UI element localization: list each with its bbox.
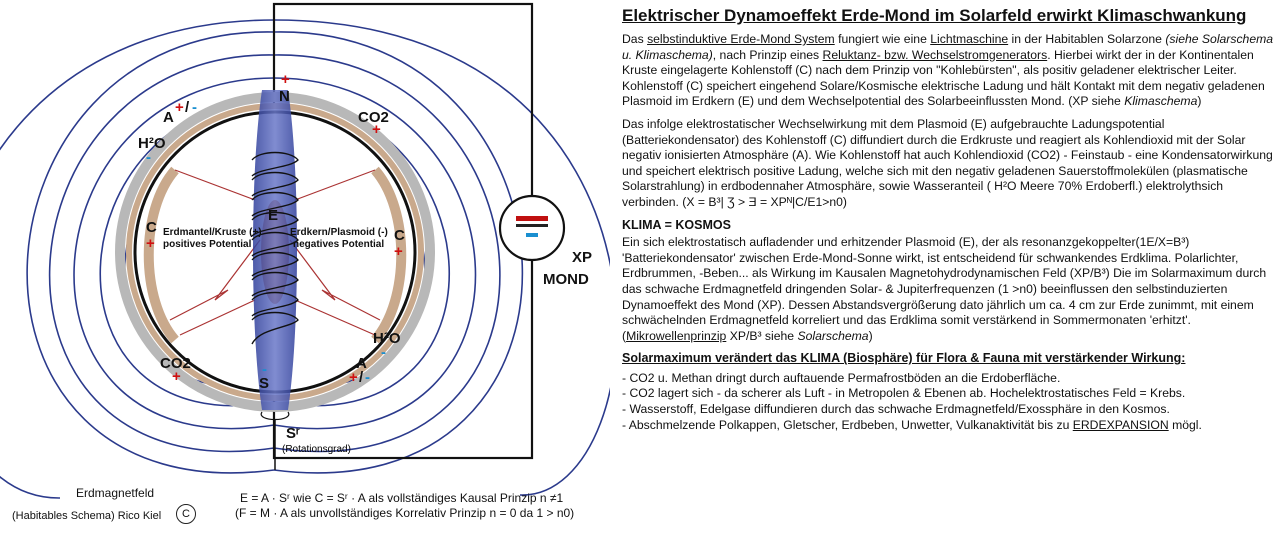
paragraph-3 [622, 235, 1275, 344]
south-minus: - [262, 361, 267, 378]
underlined-term: ERDEXPANSION [1072, 417, 1169, 432]
mantle-label-2: positives Potential [163, 239, 252, 250]
list-item [622, 371, 1275, 387]
italic-reference: Klimaschema [1124, 94, 1198, 109]
label-co2-top: CO2 [358, 109, 389, 126]
a-top-plus: + [175, 99, 184, 116]
credit-text: (Habitables Schema) Rico Kiel [12, 510, 162, 522]
c-left-plus: + [146, 235, 155, 252]
pole-south-label: S [259, 375, 270, 392]
text-run: ) [868, 328, 873, 343]
earth-moon-diagram [0, 0, 610, 533]
text-run: in der Habitablen Solarzone [1008, 32, 1166, 46]
h2o-top-minus: - [146, 149, 151, 166]
mantle-label-1: Erdmantel/Kruste (+) [163, 227, 262, 238]
axis-band [253, 90, 297, 410]
magnetfeld-label: Erdmagnetfeld [76, 486, 155, 500]
paragraph-2: Das infolge elektrostatischer Wechselwirkung mit dem Plasmoid (E) aufgebrauchte Ladungspotential (Batteriekondensator) des Kohlenstoff (C) diffundiert durch die Erdkruste und reagiert als Kohlendioxid mit der Solar negativ ionisierten Atmosphäre (A). Wie Kohlenstoff hat auch Kohlendioxid (CO2) - Feinstaub - eine Kondensatorwirkung und speichert elektrisch positive Ladung, welche sich mit den negativ geladenen Sauerstoffmolekülen (plasmatische Solarstrahlung) in erdbodennaher Atmosphäre, sowie Wasseranteil ( H²O Meere 70% Erdoberfl.) elektrolythsich verbinden. (X = B³| Ʒ > Ǝ = XPᴺ|C/E1>n0) [622, 116, 1273, 209]
pole-north-label: N [279, 88, 290, 105]
text-run: , nach Prinzip eines [712, 47, 823, 62]
list-item [622, 402, 1275, 418]
label-h2o-bottom: H²O [373, 330, 401, 347]
heading-klima: KLIMA = KOSMOS [622, 217, 731, 232]
co2-bottom-plus: + [172, 368, 181, 385]
a-bottom-minus: - [365, 369, 370, 386]
text-run: ) [1197, 94, 1202, 109]
core-label-1: Erdkern/Plasmoid (-) [290, 227, 388, 238]
heading-solarmaximum: Solarmaximum verändert das KLIMA (Biosphäre) für Flora & Fauna mit verstärkender Wirkung: [622, 351, 1186, 366]
moon-battery-symbol [500, 196, 564, 260]
formula-kausal: E = A · Sʳ wie C = Sʳ · A als vollständiges Kausal Prinzip n ≠1 [240, 491, 564, 505]
moon-label-xp: XP [572, 249, 593, 266]
core-letter: E [268, 207, 279, 224]
a-bottom-plus: + [349, 369, 358, 386]
underlined-term: Reluktanz- bzw. Wechselstromgenerators [822, 47, 1048, 62]
italic-reference: Solarschema [797, 328, 869, 343]
diagram-footer [0, 486, 620, 533]
label-c-right: C [394, 227, 405, 244]
list-item [622, 386, 1275, 402]
label-c-left: C [146, 219, 157, 236]
list-item [622, 418, 1275, 434]
underlined-term: selbstinduktive Erde-Mond System [647, 32, 835, 46]
core-label-2: negatives Potential [293, 239, 385, 250]
label-a-bottom: A [356, 355, 367, 372]
text-run: - CO2 lagert sich - da scherer als Luft - in Metropolen & Ebenen ab. Hochelektrostatisches Feld = Krebs. [622, 386, 1186, 401]
co2-top-plus: + [372, 121, 381, 138]
text-run: mögl. [1168, 417, 1202, 432]
c-right-plus: + [394, 243, 403, 260]
effects-list [620, 371, 1275, 433]
a-top-sep: / [185, 99, 190, 116]
label-h2o-top: H²O [138, 135, 166, 152]
text-run: XP/B³ siehe [726, 328, 798, 343]
page-title: Elektrischer Dynamoeffekt Erde-Mond im Solarfeld erwirkt Klimaschwankung [622, 6, 1247, 25]
text-run: fungiert wie eine [834, 32, 931, 46]
underlined-term: Lichtmaschine [930, 32, 1009, 46]
italic-reference: (siehe Solarschema u. Klimaschema) [622, 32, 1274, 62]
text-panel [620, 6, 1275, 531]
text-run: Das [622, 32, 648, 46]
h2o-bottom-minus: - [381, 344, 386, 361]
paragraph-1 [622, 32, 1275, 110]
formula-korrelativ: (F = M · A als unvollständiges Korrelativ Prinzip n = 0 da 1 > n0) [235, 506, 575, 520]
a-bottom-sep: / [359, 369, 364, 386]
text-run: Ein sich elektrostatisch aufladender und erhitzender Plasmoid (E), der als resonanzgekoppelter(1E/X=B³) 'Batteriekondensator' zwischen Erde-Mond-Sonne wirkt, ist entscheidend für schwankendes Erdklima. Polarlichter, Erdbrummen, -Beben... als Wirkung im Kausalen Magnetohydrodynamischen Feld (XP/B³) Die im Solarmaximum durch das schwache Erdmagnetfeld dringenden Solar- & Jupiterfrequenzen (1 >n0) beeinflussen den selbstinduzierten Dynamoeffekt des Mond (XP). Dessen Abstandsvergrößerung dato jährlich um ca. 4 cm zur Erde zunimmt, mit einem schwächelnden Erdmagnetfeld korreliert und das Erdklima somit verstärkend in Sommermonaten 'erhitzt'. ( [622, 235, 1267, 343]
text-run: - CO2 u. Methan dringt durch auftauende Permafrostböden an die Erdoberfläche. [622, 370, 1061, 385]
a-top-minus: - [192, 99, 197, 116]
underlined-term: Mikrowellenprinzip [626, 328, 727, 343]
text-run: . Hierbei wirkt der in der Kontinentalen Kruste eingelagerte Kohlenstoff (C) nach dem Prinzip von "Kohlebürsten", als positiv geladener elektrischer Leiter. Kohlenstoff (C) speichert eingehend Solare/Kosmische elektrische Ladung und hält Kontakt mit dem negativ geladenen Plasmoid im Erdkern (E) und dem Wechselpotential des Solarbeeinflussten Mond. (XP siehe [622, 47, 1265, 109]
text-run: - Abschmelzende Polkappen, Gletscher, Erdbeben, Unwetter, Vulkanaktivität bis zu [622, 417, 1073, 432]
text-run: - Wasserstoff, Edelgase diffundieren durch das schwache Erdmagnetfeld/Exossphäre in den Kosmos. [622, 402, 1170, 417]
north-plus: + [281, 71, 290, 88]
rotation-symbol: Sʳ [286, 425, 300, 442]
moon-label-mond: MOND [543, 271, 589, 288]
copyright-icon: C [176, 504, 196, 524]
label-a-top: A [163, 109, 174, 126]
rotation-label: (Rotationsgrad) [282, 444, 351, 455]
label-co2-bottom: CO2 [160, 355, 191, 372]
